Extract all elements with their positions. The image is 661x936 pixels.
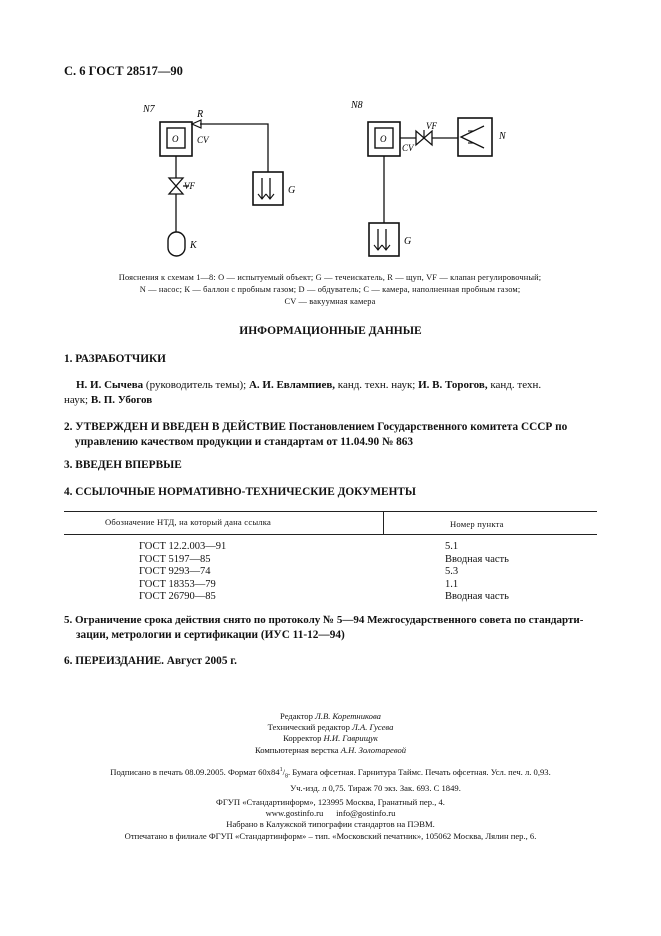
table-cell-item: 1.1 <box>445 578 459 590</box>
n8-pump <box>458 118 492 156</box>
developer-name: Н. И. Сычева <box>76 379 144 391</box>
table-doc-column <box>139 541 226 604</box>
n7-valve-label: VF <box>184 181 195 191</box>
n7-probe-label: R <box>197 109 204 120</box>
n7-probe-line <box>200 124 268 172</box>
developer-role: канд. техн. наук; <box>335 379 419 391</box>
imprint-credits <box>0 711 661 756</box>
n7-gas-balloon <box>168 232 185 256</box>
developer-name: И. В. Торогов, <box>418 379 488 391</box>
table-cell-item: Вводная часть <box>445 591 509 603</box>
table-cell-doc: ГОСТ 26790—85 <box>139 591 216 603</box>
n8-leak-detector <box>369 223 399 256</box>
n7-leak-detector <box>253 172 283 205</box>
developer-role: канд. техн. <box>487 379 542 391</box>
print-format-sup: 1 <box>279 767 283 773</box>
n8-title: N8 <box>351 100 363 111</box>
credit-name: Л.В. Коретникова <box>315 711 381 721</box>
table-header-item: Номер пункта <box>450 519 504 529</box>
credit-name: Л.А. Гусева <box>352 722 394 733</box>
page-header: С. 6 ГОСТ 28517—90 <box>64 64 183 78</box>
publisher-line-3: Набрано в Калужской типографии стандартов на ПЭВМ. <box>226 819 435 830</box>
table-cell-doc: ГОСТ 9293—74 <box>139 566 211 578</box>
print-info-line-2: Уч.-изд. л 0,75. Тираж 70 экз. Зак. 693. С 1849. <box>290 782 461 793</box>
section-5 <box>64 613 583 643</box>
developer-name: А. И. Евлампиев, <box>248 379 336 391</box>
imprint-publisher <box>0 797 661 842</box>
credit-name: Н.И. Гаврищук <box>323 733 378 744</box>
credit-name: А.Н. Золотаревой <box>340 744 407 755</box>
info-title: ИНФОРМАЦИОННЫЕ ДАННЫЕ <box>239 325 422 337</box>
table-cell-doc: ГОСТ 5197—85 <box>139 553 211 565</box>
n7-object-label: О <box>172 134 179 144</box>
table-top-rule <box>64 511 597 512</box>
section-3-title: 3. ВВЕДЕН ВПЕРВЫЕ <box>64 459 182 471</box>
n7-probe-arrow-icon <box>192 120 201 128</box>
print-info-b: . Бумага офсетная. Гарнитура Таймс. Печать офсетная. Усл. печ. л. 0,93. <box>287 766 551 777</box>
developer-name: В. П. Убогов <box>90 394 153 406</box>
n8-object-label: О <box>380 134 387 144</box>
table-cell-doc: ГОСТ 18353—79 <box>139 578 216 590</box>
n7-detector-label: G <box>288 185 296 196</box>
legend-line-1: Пояснения к схемам 1—8: О — испытуемый объект; G — течеискатель, R — щуп, VF — клапан регулировочный; <box>118 273 542 282</box>
imprint-print-info: Подписано в печать 08.09.2005. Формат $60x84^1/_8$. Бумага офсетная. Гарнитура Таймс. Печать офсетная. Усл. печ. л. 0,93. Уч.-изд. л 0,75. Тираж 70 экз. Зак. 693. С 1849. <box>0 765 661 794</box>
diagram-legend <box>70 272 590 308</box>
legend-line-2: N — насос; К — баллон с пробным газом; D — обдуватель; С — камера, наполненная пробным газом; <box>139 285 521 294</box>
print-info-a: Подписано в печать 08.09.2005. Формат 60x84 <box>110 766 280 777</box>
section-2 <box>64 420 598 450</box>
credit-label: Редактор <box>280 711 316 721</box>
section-4-title: 4. ССЫЛОЧНЫЕ НОРМАТИВНО-ТЕХНИЧЕСКИЕ ДОКУМЕНТЫ <box>64 486 416 498</box>
developer-role: (руководитель темы); <box>143 379 249 391</box>
n8-detector-label: G <box>404 236 412 247</box>
section-2-line-1: 2. УТВЕРЖДЕН И ВВЕДЕН В ДЕЙСТВИЕ Постановлением Государственного комитета СССР по <box>64 421 568 433</box>
table-column-divider <box>383 511 384 534</box>
credit-label: Технический редактор <box>267 722 353 733</box>
table-cell-item: 5.1 <box>445 541 459 552</box>
print-format-sub: 8 <box>284 773 288 780</box>
publisher-line-4: Отпечатано в филиале ФГУП «Стандартинформ» – тип. «Московский печатник», 105062 Москва, Лялин пер., 6. <box>124 830 537 841</box>
section-5-line-2: зации, метрологии и сертификации (ИУС 11-12—94) <box>76 629 345 641</box>
table-cell-item: 5.3 <box>445 566 459 578</box>
n7-title: N7 <box>143 104 155 115</box>
n8-pump-label: N <box>499 131 506 142</box>
n8-pump-icon <box>461 126 484 148</box>
credit-label: Компьютерная верстка <box>254 744 341 755</box>
n8-valve-label: VF <box>426 121 437 131</box>
leak-test-diagrams <box>0 88 661 273</box>
publisher-line-2: www.gostinfo.ru info@gostinfo.ru <box>265 808 396 819</box>
section-1-title: 1. РАЗРАБОТЧИКИ <box>64 353 166 365</box>
developer-role: наук; <box>64 394 91 406</box>
section-5-line-1: 5. Ограничение срока действия снято по протоколу № 5—94 Межгосударственного совета по стандарти- <box>64 614 584 626</box>
legend-line-3: CV — вакуумная камера <box>284 297 376 306</box>
section-6-title: 6. ПЕРЕИЗДАНИЕ. Август 2005 г. <box>64 655 237 667</box>
table-header-document: Обозначение НТД, на который дана ссылка <box>105 517 272 527</box>
n8-chamber-label: CV <box>402 143 414 153</box>
credit-label: Корректор <box>283 733 324 744</box>
table-header-rule <box>64 534 597 535</box>
section-2-line-2: управлению качеством продукции и стандартам от 11.04.90 № 863 <box>75 436 414 448</box>
n7-balloon-label: К <box>190 240 197 251</box>
n7-chamber-label: CV <box>197 135 209 145</box>
n7-valve-icon <box>169 178 183 194</box>
table-cell-item: Вводная часть <box>445 553 509 565</box>
publisher-line-1: ФГУП «Стандартинформ», 123995 Москва, Гранатный пер., 4. <box>216 797 445 807</box>
table-item-column <box>445 541 509 604</box>
section-1-developers <box>64 378 598 408</box>
table-cell-doc: ГОСТ 12.2.003—91 <box>139 541 227 552</box>
